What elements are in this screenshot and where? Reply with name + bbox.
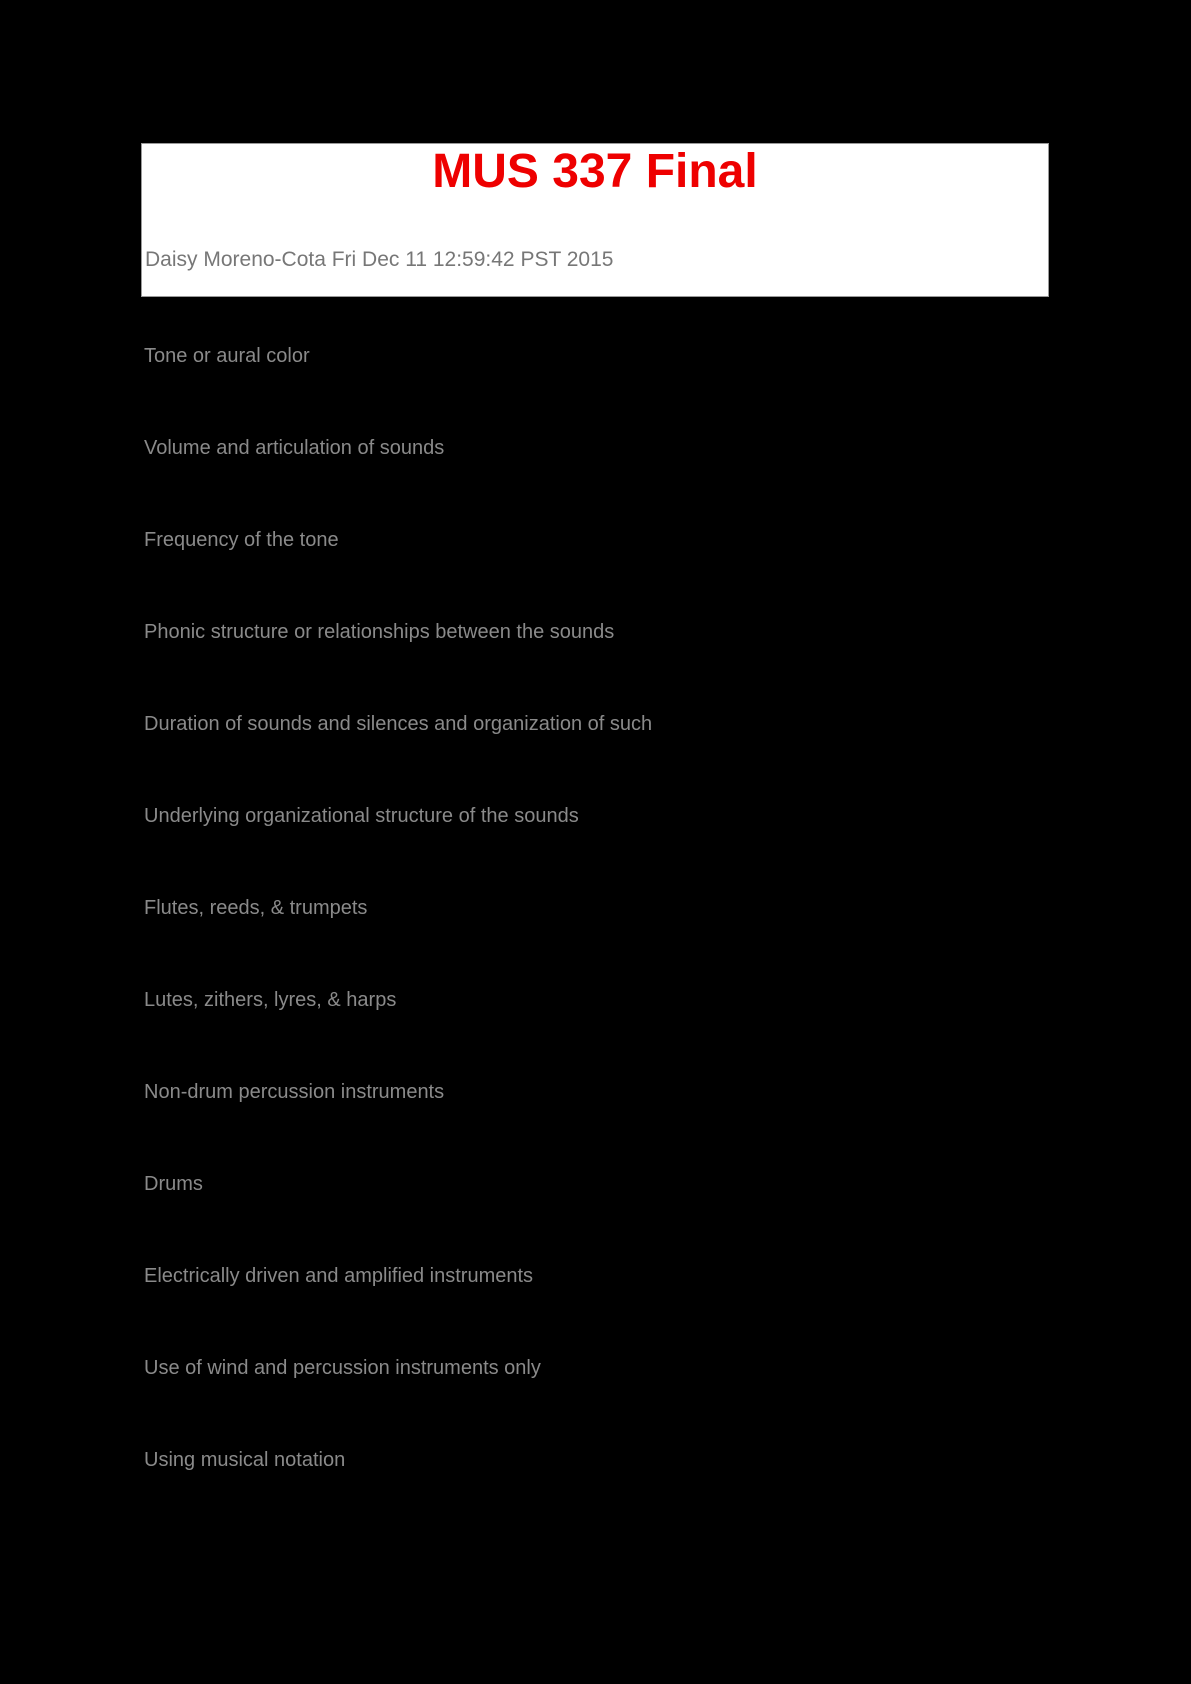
list-item: Flutes, reeds, & trumpets	[144, 897, 368, 919]
list-item: Volume and articulation of sounds	[144, 437, 445, 459]
document-header	[141, 143, 1049, 297]
list-item: Frequency of the tone	[144, 529, 339, 551]
list-item: Phonic structure or relationships between the sounds	[144, 621, 615, 643]
author-timestamp: Daisy Moreno-Cota Fri Dec 11 12:59:42 PST 2015	[145, 248, 614, 271]
document-title: MUS 337 Final	[432, 145, 758, 198]
list-item: Drums	[144, 1173, 203, 1195]
list-item: Tone or aural color	[144, 345, 310, 367]
list-item: Underlying organizational structure of the sounds	[144, 805, 579, 827]
list-item: Non-drum percussion instruments	[144, 1081, 445, 1103]
list-item: Lutes, zithers, lyres, & harps	[144, 989, 397, 1011]
list-item: Duration of sounds and silences and organization of such	[144, 713, 653, 735]
list-item: Electrically driven and amplified instruments	[144, 1265, 534, 1287]
list-item: Using musical notation	[144, 1449, 346, 1471]
list-item: Use of wind and percussion instruments only	[144, 1357, 541, 1379]
